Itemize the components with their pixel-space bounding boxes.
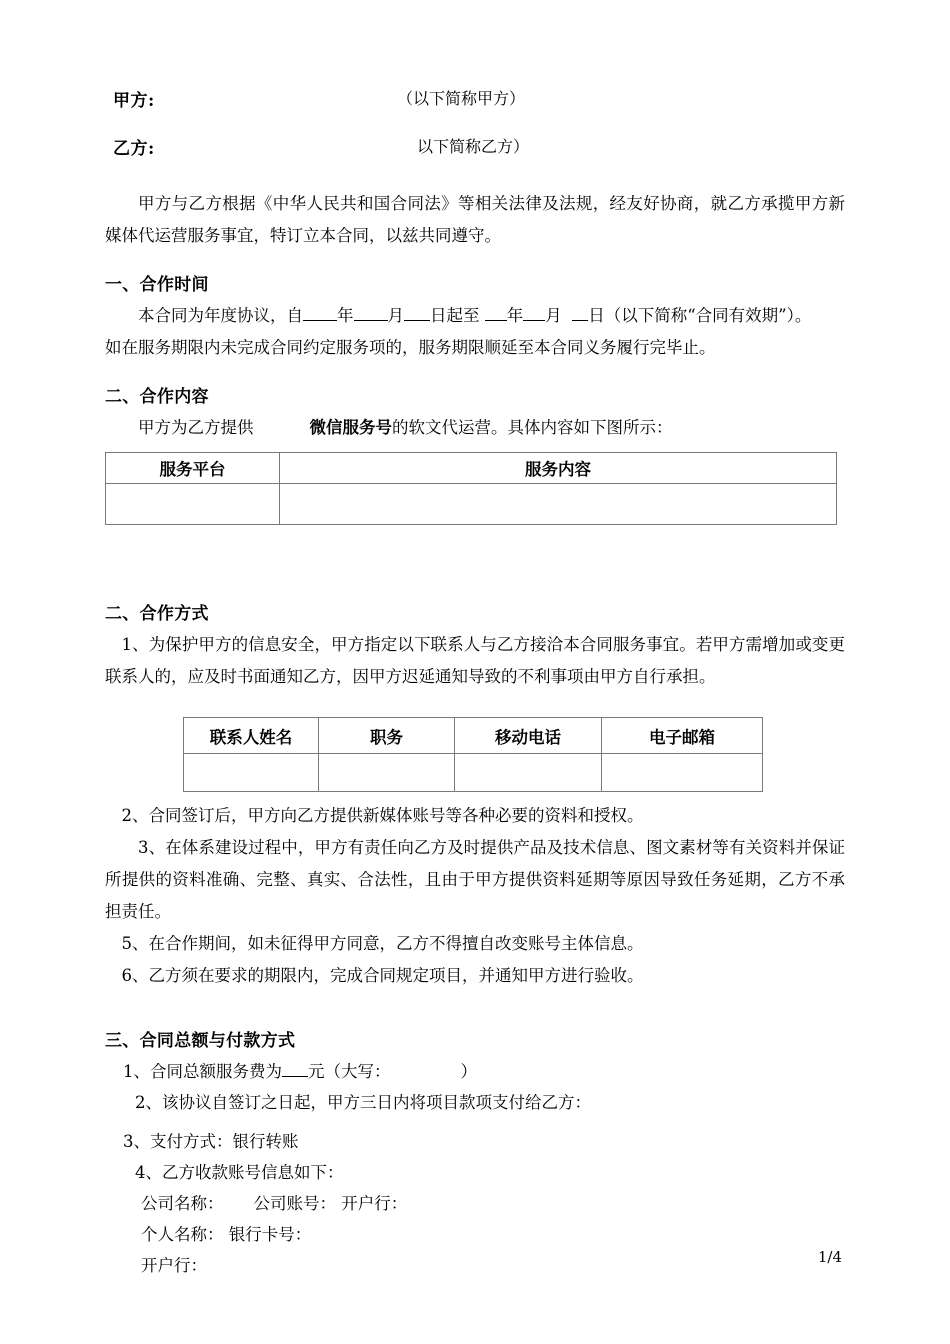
blank-amount bbox=[282, 1076, 308, 1077]
table-cell-mobile-value[interactable] bbox=[455, 754, 602, 792]
cooperation-method-item-1: 1、为保护甲方的信息安全，甲方指定以下联系人与乙方接洽本合同服务事宜。若甲方需增加或变更联系人的，应及时书面通知乙方，因甲方迟延通知导致的不利事项由甲方自行承担。 bbox=[105, 635, 845, 686]
blank-month-1 bbox=[354, 320, 388, 321]
party-b-suffix: 以下简称乙方） bbox=[417, 137, 530, 156]
account-company-bank-label: 开户行： bbox=[341, 1194, 408, 1213]
table-cell-email-value[interactable] bbox=[602, 754, 763, 792]
party-a-label: 甲方: bbox=[113, 91, 155, 111]
account-personal-bank-line: 开户行： bbox=[141, 1256, 207, 1275]
cooperation-method-item-3: 3、在体系建设过程中，甲方有责任向乙方及时提供产品及技术信息、图文素材等有关资料并保证所提供的资料准确、完整、真实、合法性，且由于甲方提供资料延期等原因导致任务延期，乙方不承担责任。 bbox=[105, 838, 845, 921]
coop-time-d2: 日（以下简称“合同有效期”）。 bbox=[588, 306, 812, 325]
cooperation-method-item-2: 2、合同签订后，甲方向乙方提供新媒体账号等各种必要的资料和授权。 bbox=[121, 806, 644, 825]
table-header-cell-position: 职务 bbox=[319, 718, 455, 754]
payment-item-3: 3、支付方式：银行转账 bbox=[123, 1132, 299, 1151]
preamble-paragraph: 甲方与乙方根据《中华人民共和国合同法》等相关法律及法规，经友好协商，就乙方承揽甲方新媒体代运营服务事宜，特订立本合同，以兹共同遵守。 bbox=[105, 194, 845, 245]
account-personal-line bbox=[105, 1219, 845, 1250]
table-cell-contact-name-value[interactable] bbox=[184, 754, 319, 792]
coop-content-platform-bold: 微信服务号 bbox=[309, 418, 392, 437]
cooperation-time-paragraph bbox=[105, 300, 845, 332]
cooperation-method-item-6: 6、乙方须在要求的期限内，完成合同规定项目，并通知甲方进行验收。 bbox=[121, 966, 644, 985]
table-header-row bbox=[106, 453, 837, 484]
service-content-table bbox=[105, 452, 837, 525]
coop-content-lead-prefix: 甲方为乙方提供 bbox=[138, 418, 254, 437]
table-row bbox=[106, 484, 837, 525]
table-header-row bbox=[184, 718, 763, 754]
table-cell-platform-value[interactable] bbox=[106, 484, 280, 525]
coop-time-y2: 年 bbox=[506, 306, 524, 325]
coop-content-lead-suffix: 的软文代运营。具体内容如下图所示： bbox=[392, 418, 673, 437]
blank-year-2 bbox=[485, 320, 507, 321]
account-company-name-label: 公司名称： bbox=[141, 1194, 224, 1213]
section-heading-total-and-payment: 三、合同总额与付款方式 bbox=[105, 1031, 296, 1051]
table-row bbox=[184, 754, 763, 792]
blank-day-2 bbox=[572, 320, 588, 321]
party-b-label: 乙方: bbox=[113, 139, 155, 159]
payment-item-1-suffix: ） bbox=[460, 1062, 477, 1081]
party-row-b bbox=[105, 128, 845, 176]
section-heading-cooperation-time: 一、合作时间 bbox=[105, 275, 209, 295]
table-header-cell-contact-name: 联系人姓名 bbox=[184, 718, 319, 754]
section-heading-cooperation-method: 二、合作方式 bbox=[105, 604, 209, 624]
account-personal-card-label: 银行卡号： bbox=[228, 1225, 312, 1244]
table-header-cell-email: 电子邮箱 bbox=[602, 718, 763, 754]
blank-year-1 bbox=[303, 320, 337, 321]
table-header-cell-platform: 服务平台 bbox=[106, 453, 280, 484]
table-header-cell-mobile: 移动电话 bbox=[455, 718, 602, 754]
party-a-suffix: （以下简称甲方） bbox=[397, 89, 526, 108]
blank-day-1 bbox=[404, 320, 430, 321]
payment-item-1-mid: 元（大写： bbox=[308, 1062, 391, 1081]
payment-item-4: 4、乙方收款账号信息如下： bbox=[135, 1163, 344, 1182]
payment-item-2: 2、该协议自签订之日起，甲方三日内将项目款项支付给乙方： bbox=[135, 1093, 591, 1112]
account-company-number-label: 公司账号： bbox=[253, 1194, 336, 1213]
coop-time-prefix: 本合同为年度协议，自 bbox=[138, 306, 303, 325]
table-cell-content-value[interactable] bbox=[280, 484, 837, 525]
document-body bbox=[105, 80, 845, 1281]
account-personal-name-label: 个人名称： bbox=[141, 1225, 224, 1244]
page-number: 1/4 bbox=[817, 1248, 842, 1266]
party-row-a bbox=[105, 80, 845, 128]
payment-item-1-prefix: 1、合同总额服务费为 bbox=[123, 1062, 282, 1081]
cooperation-method-item-5: 5、在合作期间，如未征得甲方同意，乙方不得擅自改变账号主体信息。 bbox=[121, 934, 644, 953]
cooperation-content-lead bbox=[105, 412, 845, 444]
table-cell-position-value[interactable] bbox=[319, 754, 455, 792]
account-company-line bbox=[105, 1188, 845, 1219]
payment-item-1 bbox=[105, 1056, 845, 1087]
coop-time-y1: 年 bbox=[337, 306, 354, 325]
contacts-table bbox=[183, 717, 763, 792]
coop-time-m1: 月 bbox=[387, 306, 404, 325]
coop-time-d1: 日起至 bbox=[430, 306, 480, 325]
table-header-cell-content: 服务内容 bbox=[280, 453, 837, 484]
cooperation-time-paragraph-2: 如在服务期限内未完成合同约定服务项的，服务期限顺延至本合同义务履行完毕止。 bbox=[105, 338, 716, 357]
coop-time-m2: 月 bbox=[545, 306, 562, 325]
section-heading-cooperation-content: 二、合作内容 bbox=[105, 387, 209, 407]
blank-month-2 bbox=[523, 320, 545, 321]
